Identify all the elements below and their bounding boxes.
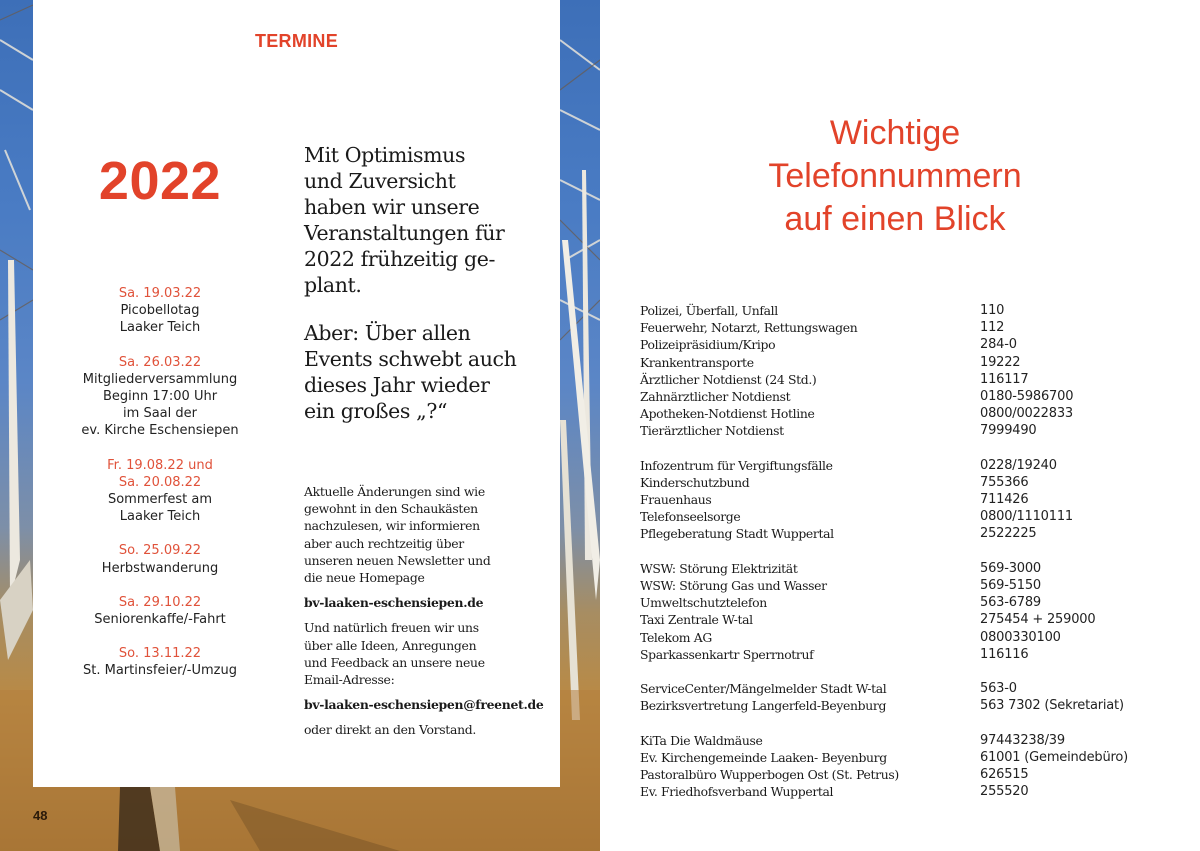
contact-name: Pflegeberatung Stadt Wuppertal xyxy=(640,526,834,542)
contact-name: ServiceCenter/Mängelmelder Stadt W-tal xyxy=(640,681,887,697)
page-number: 48 xyxy=(33,808,48,823)
info-line: die neue Homepage xyxy=(304,570,425,586)
contact-name: Bezirksvertretung Langerfeld-Beyenburg xyxy=(640,698,887,714)
intro-line: plant. xyxy=(304,273,362,297)
event-description: Laaker Teich xyxy=(119,509,201,525)
event-description: im Saal der xyxy=(123,406,197,422)
intro-line: Veranstaltungen für xyxy=(304,221,505,245)
info-line: nachzulesen, wir informieren xyxy=(304,518,480,534)
phone-row xyxy=(640,525,1180,542)
phone-number[interactable]: 110 xyxy=(980,303,1005,318)
phone-number[interactable]: 626515 xyxy=(980,767,1029,783)
contact-name: Ev. Friedhofsverband Wuppertal xyxy=(640,784,834,800)
email-link[interactable]: bv-laaken-eschensiepen@freenet.de xyxy=(304,697,544,713)
event-date: Fr. 19.08.22 und xyxy=(107,457,213,473)
events-card xyxy=(33,0,560,787)
phone-group xyxy=(640,302,1180,440)
events-list xyxy=(60,285,260,697)
intro-line: dieses Jahr wieder xyxy=(304,373,490,397)
phone-number[interactable]: 116116 xyxy=(980,646,1029,662)
event-date: Sa. 29.10.22 xyxy=(118,594,202,610)
year-heading: 2022 xyxy=(98,151,222,211)
contact-name: Polizei, Überfall, Unfall xyxy=(640,303,778,318)
event-description: Laaker Teich xyxy=(119,320,201,336)
info-line: Email-Adresse: xyxy=(304,672,395,688)
phone-row xyxy=(640,594,1180,611)
event-date: Sa. 19.03.22 xyxy=(118,286,202,301)
phone-number[interactable]: 0800/0022833 xyxy=(980,406,1073,422)
info-line: gewohnt in den Schaukästen xyxy=(304,501,478,517)
section-label: TERMINE xyxy=(254,31,339,51)
contact-name: Pastoralbüro Wupperbogen Ost (St. Petrus) xyxy=(640,767,899,783)
page-title xyxy=(600,112,1190,241)
phone-list xyxy=(640,302,1180,818)
event-date: Sa. 26.03.22 xyxy=(118,354,202,370)
phone-row xyxy=(640,457,1180,474)
phone-row xyxy=(640,474,1180,491)
phone-row xyxy=(640,354,1180,371)
event-item xyxy=(60,457,260,526)
phone-row xyxy=(640,319,1180,336)
phone-number[interactable]: 7999490 xyxy=(980,423,1037,439)
phone-row xyxy=(640,680,1180,697)
phone-row xyxy=(640,646,1180,663)
phone-number[interactable]: 755366 xyxy=(980,474,1029,490)
phone-group xyxy=(640,560,1180,663)
phone-number[interactable]: 97443238/39 xyxy=(980,732,1065,748)
phone-number[interactable]: 563-0 xyxy=(980,681,1017,697)
phone-row xyxy=(640,508,1180,525)
contact-name: Telefonseelsorge xyxy=(640,509,741,525)
event-description: Beginn 17:00 Uhr xyxy=(102,389,218,405)
intro-text xyxy=(304,142,544,446)
contact-name: Frauenhaus xyxy=(640,492,712,508)
info-paragraph xyxy=(304,483,544,586)
contact-name: Infozentrum für Vergiftungsfälle xyxy=(640,457,833,473)
info-line: über alle Ideen, Anregungen xyxy=(304,637,477,653)
event-description: Picobellotag xyxy=(120,303,200,319)
phone-number[interactable]: 112 xyxy=(980,320,1005,336)
contact-name: Kinderschutzbund xyxy=(640,474,750,490)
event-description: Mitgliederversammlung xyxy=(82,371,238,387)
contact-name: Apotheken-Notdienst Hotline xyxy=(640,406,815,422)
contact-name: Taxi Zentrale W-tal xyxy=(640,612,753,628)
contact-name: Zahnärztlicher Notdienst xyxy=(640,388,791,404)
title-line: auf einen Blick xyxy=(784,200,1006,238)
contact-name: Sparkassenkartr Sperrnotruf xyxy=(640,646,814,662)
intro-line: haben wir unsere xyxy=(304,195,480,219)
event-date: So. 25.09.22 xyxy=(118,543,202,559)
phone-group xyxy=(640,732,1180,801)
homepage-link[interactable]: bv-laaken-eschensiepen.de xyxy=(304,595,484,611)
contact-name: Ev. Kirchengemeinde Laaken- Beyenburg xyxy=(640,749,887,765)
intro-paragraph xyxy=(304,320,544,424)
intro-line: 2022 frühzeitig ge- xyxy=(304,247,495,271)
intro-line: Mit Optimismus xyxy=(304,143,466,167)
contact-name: Tierärztlicher Notdienst xyxy=(640,423,784,439)
intro-line: Aber: Über allen xyxy=(304,321,471,345)
event-item xyxy=(60,645,260,679)
event-item xyxy=(60,594,260,628)
phone-number[interactable]: 563-6789 xyxy=(980,595,1041,611)
info-text xyxy=(304,483,544,747)
info-line: unseren neuen Newsletter und xyxy=(304,552,491,568)
phone-row xyxy=(640,766,1180,783)
contact-name: Telekom AG xyxy=(640,629,712,645)
phone-row xyxy=(640,422,1180,439)
contact-name: Umweltschutztelefon xyxy=(640,595,767,611)
phone-number[interactable]: 275454 + 259000 xyxy=(980,612,1096,628)
phone-row xyxy=(640,560,1180,577)
event-date: Sa. 20.08.22 xyxy=(118,474,202,490)
event-date: So. 13.11.22 xyxy=(118,646,202,662)
contact-name: Polizeipräsidium/Kripo xyxy=(640,337,776,353)
event-description: St. Martinsfeier/-Umzug xyxy=(83,663,237,679)
phone-row xyxy=(640,577,1180,594)
intro-paragraph xyxy=(304,142,544,298)
closing-text: oder direkt an den Vorstand. xyxy=(304,722,477,738)
phone-number[interactable]: 563 7302 (Sekretariat) xyxy=(980,698,1124,714)
event-item xyxy=(60,354,260,440)
phone-row xyxy=(640,336,1180,353)
phone-row xyxy=(640,783,1180,800)
phone-number[interactable]: 2522225 xyxy=(980,526,1037,542)
contact-name: KiTa Die Waldmäuse xyxy=(640,732,763,748)
phone-group xyxy=(640,457,1180,543)
phone-number[interactable]: 284-0 xyxy=(980,337,1017,353)
phone-number[interactable]: 61001 (Gemeindebüro) xyxy=(980,749,1128,765)
event-description: Seniorenkaffe/-Fahrt xyxy=(94,612,226,628)
info-line: Aktuelle Änderungen sind wie xyxy=(304,484,485,499)
info-line: Und natürlich freuen wir uns xyxy=(304,620,479,636)
phone-number[interactable]: 255520 xyxy=(980,784,1029,800)
phone-number[interactable]: 711426 xyxy=(980,492,1029,508)
phone-number[interactable]: 116117 xyxy=(980,371,1029,387)
phone-row xyxy=(640,629,1180,646)
event-description: Sommerfest am xyxy=(107,492,213,508)
intro-line: ein großes „?“ xyxy=(304,399,448,423)
event-item xyxy=(60,285,260,337)
phone-number[interactable]: 569-3000 xyxy=(980,560,1041,576)
phone-number[interactable]: 19222 xyxy=(980,354,1021,370)
phone-row xyxy=(640,611,1180,628)
info-line: aber auch rechtzeitig über xyxy=(304,535,464,551)
phone-number[interactable]: 0180-5986700 xyxy=(980,388,1074,404)
phone-row xyxy=(640,491,1180,508)
event-description: ev. Kirche Eschensiepen xyxy=(81,423,239,439)
phone-number[interactable]: 0800/1110111 xyxy=(980,509,1073,525)
title-line: Wichtige xyxy=(829,114,961,152)
event-item xyxy=(60,542,260,576)
intro-line: und Zuversicht xyxy=(304,169,456,193)
contact-name: Ärztlicher Notdienst (24 Std.) xyxy=(640,371,817,387)
phone-number[interactable]: 0800330100 xyxy=(980,629,1061,645)
contact-name: WSW: Störung Gas und Wasser xyxy=(640,578,827,593)
info-line: und Feedback an unsere neue xyxy=(304,654,485,670)
contact-name: Feuerwehr, Notarzt, Rettungswagen xyxy=(640,320,858,336)
phone-group xyxy=(640,680,1180,714)
intro-line: Events schwebt auch xyxy=(304,347,517,371)
phone-row xyxy=(640,388,1180,405)
phone-row xyxy=(640,371,1180,388)
phone-row xyxy=(640,749,1180,766)
phone-row xyxy=(640,732,1180,749)
phone-number[interactable]: 0228/19240 xyxy=(980,457,1057,473)
phone-row xyxy=(640,405,1180,422)
event-description: Herbstwanderung xyxy=(101,560,219,576)
phone-number[interactable]: 569-5150 xyxy=(980,578,1041,593)
info-paragraph xyxy=(304,619,544,688)
phone-numbers-page xyxy=(600,0,1200,851)
contact-name: WSW: Störung Elektrizität xyxy=(640,560,798,576)
title-line: Telefonnummern xyxy=(768,157,1022,195)
phone-row xyxy=(640,697,1180,714)
phone-row xyxy=(640,302,1180,319)
contact-name: Krankentransporte xyxy=(640,354,754,370)
